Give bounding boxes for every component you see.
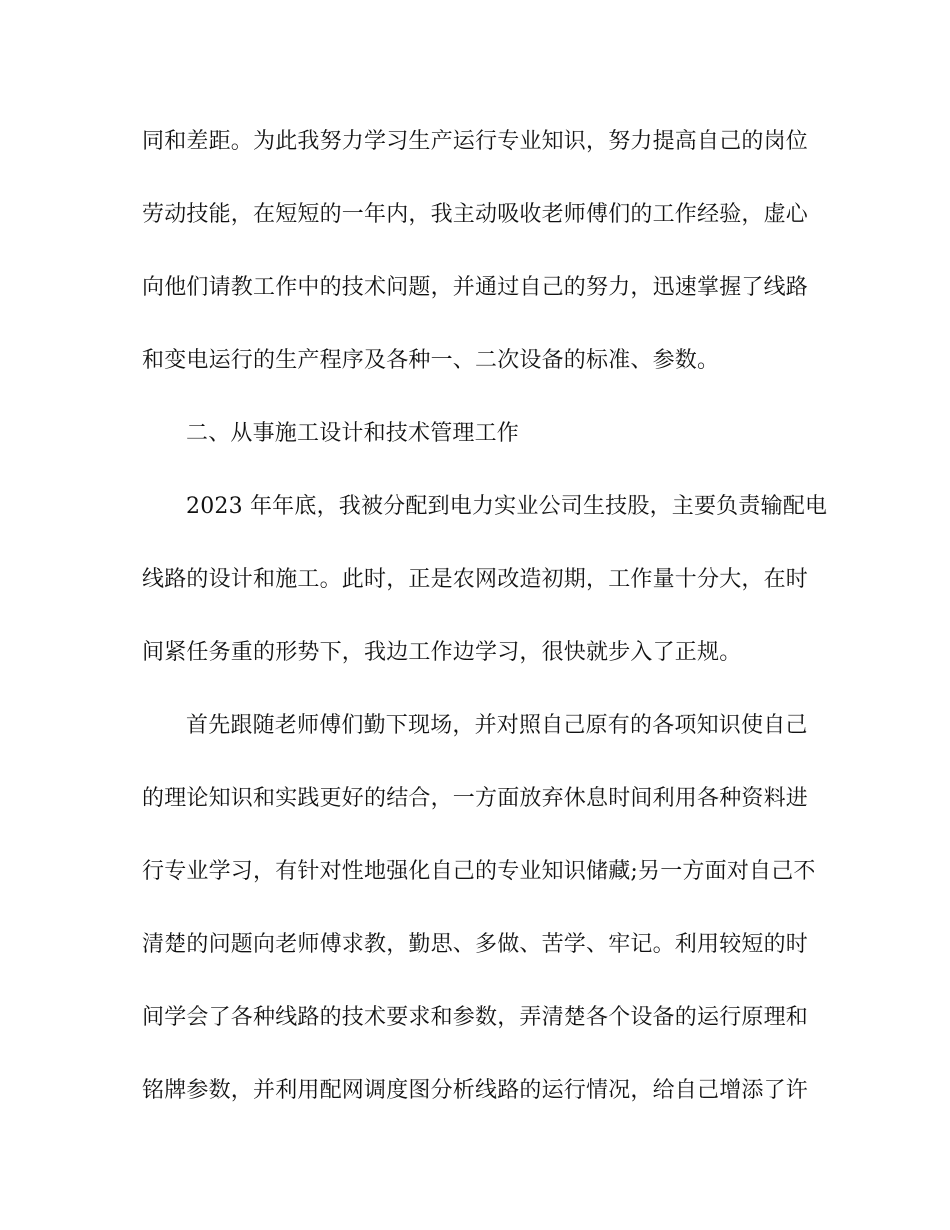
text-line-10: 的理论知识和实践更好的结合，一方面放弃休息时间利用各种资料进 [142,786,809,811]
text-line-1: 同和差距。为此我努力学习生产运行专业知识，努力提高自己的岗位 [142,129,809,154]
section-heading: 二、从事施工设计和技术管理工作 [186,421,520,446]
text-line-13: 间学会了各种线路的技术要求和参数，弄清楚各个设备的运行原理和 [142,1005,809,1030]
text-line-14: 铭牌参数，并利用配网调度图分析线路的运行情况，给自己增添了许 [142,1078,809,1103]
text-line-9: 首先跟随老师傅们勤下现场，并对照自己原有的各项知识使自己 [186,713,808,738]
text-line-6: 2023 年年底，我被分配到电力实业公司生技股，主要负责输配电 [186,494,828,519]
text-line-11: 行专业学习，有针对性地强化自己的专业知识储藏;另一方面对自己不 [142,859,816,884]
text-line-3: 向他们请教工作中的技术问题，并通过自己的努力，迅速掌握了线路 [142,275,809,300]
text-line-4: 和变电运行的生产程序及各种一、二次设备的标准、参数。 [142,348,720,373]
text-line-12: 清楚的问题向老师傅求教，勤思、多做、苦学、牢记。利用较短的时 [142,932,809,957]
text-line-2: 劳动技能，在短短的一年内，我主动吸收老师傅们的工作经验，虚心 [142,202,809,227]
text-line-8: 间紧任务重的形势下，我边工作边学习，很快就步入了正规。 [142,640,742,665]
text-line-7: 线路的设计和施工。此时，正是农网改造初期，工作量十分大，在时 [142,567,809,592]
